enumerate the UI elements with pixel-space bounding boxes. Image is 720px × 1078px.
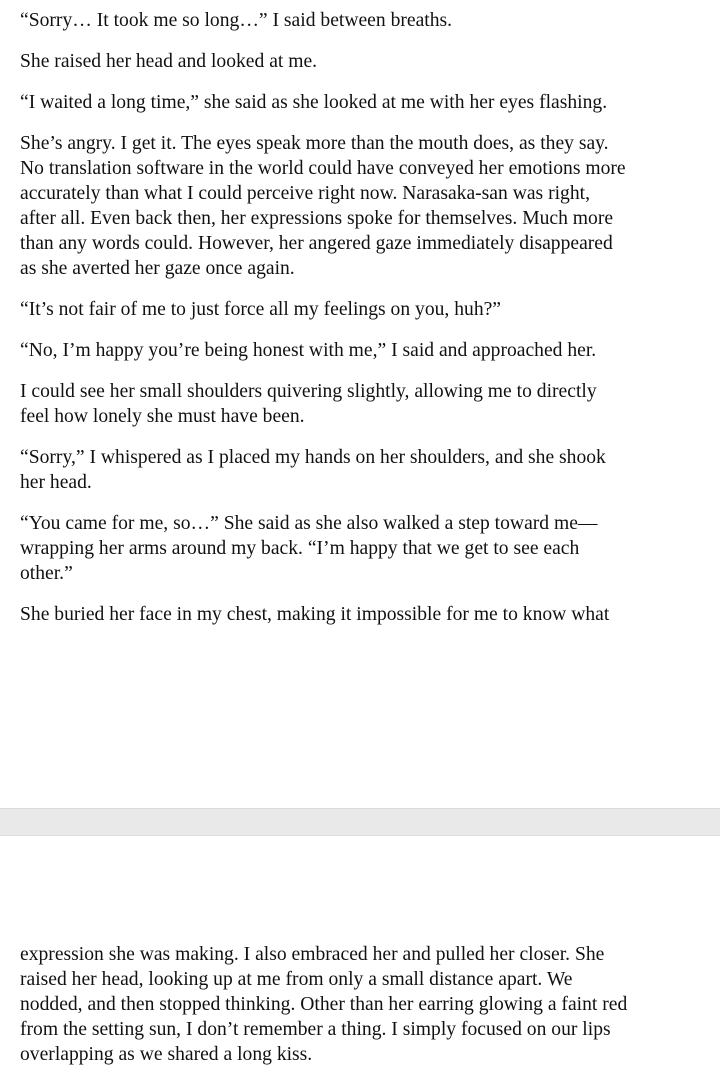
paragraph-9 — [20, 511, 704, 586]
text-line: after all. Even back then, her expressions spoke for themselves. Much more — [20, 208, 614, 229]
text-line: “No, I’m happy you’re being honest with me,” I said and approached her. — [20, 340, 597, 361]
text-line: overlapping as we shared a long kiss. — [20, 1044, 313, 1065]
text-line: as she averted her gaze once again. — [20, 258, 295, 279]
paragraph-3 — [20, 90, 704, 115]
paragraph-2 — [20, 49, 704, 74]
paragraph-6 — [20, 338, 704, 363]
text-line: I could see her small shoulders quivering slightly, allowing me to directly — [20, 381, 597, 402]
text-line: wrapping her arms around my back. “I’m happy that we get to see each — [20, 538, 580, 559]
text-line: other.” — [20, 563, 73, 584]
paragraph-4 — [20, 131, 704, 281]
text-line: She buried her face in my chest, making it impossible for me to know what — [20, 604, 610, 625]
text-line: She’s angry. I get it. The eyes speak more than the mouth does, as they say. — [20, 133, 609, 154]
paragraph-11 — [20, 942, 704, 1067]
text-line: her head. — [20, 472, 92, 493]
paragraph-1 — [20, 8, 704, 33]
text-line: “I waited a long time,” she said as she looked at me with her eyes flashing. — [20, 92, 608, 113]
text-line: raised her head, looking up at me from only a small distance apart. We — [20, 969, 573, 990]
text-line: from the setting sun, I don’t remember a thing. I simply focused on our lips — [20, 1019, 611, 1040]
text-line: than any words could. However, her angered gaze immediately disappeared — [20, 233, 613, 254]
paragraph-7 — [20, 379, 704, 429]
text-line: feel how lonely she must have been. — [20, 406, 305, 427]
text-line: “It’s not fair of me to just force all my feelings on you, huh?” — [20, 299, 502, 320]
text-line: “Sorry… It took me so long…” I said between breaths. — [20, 10, 453, 31]
text-line: “Sorry,” I whispered as I placed my hands on her shoulders, and she shook — [20, 447, 606, 468]
document-page-2 — [0, 836, 720, 1078]
text-line: accurately than what I could perceive right now. Narasaka-san was right, — [20, 183, 590, 204]
paragraph-5 — [20, 297, 704, 322]
text-line: expression she was making. I also embraced her and pulled her closer. She — [20, 944, 605, 965]
text-line: “You came for me, so…” She said as she also walked a step toward me— — [20, 513, 598, 534]
text-line: No translation software in the world could have conveyed her emotions more — [20, 158, 626, 179]
page-break-gap — [0, 808, 720, 836]
paragraph-10 — [20, 602, 704, 627]
paragraph-8 — [20, 445, 704, 495]
text-line: She raised her head and looked at me. — [20, 51, 318, 72]
text-line: nodded, and then stopped thinking. Other than her earring glowing a faint red — [20, 994, 628, 1015]
